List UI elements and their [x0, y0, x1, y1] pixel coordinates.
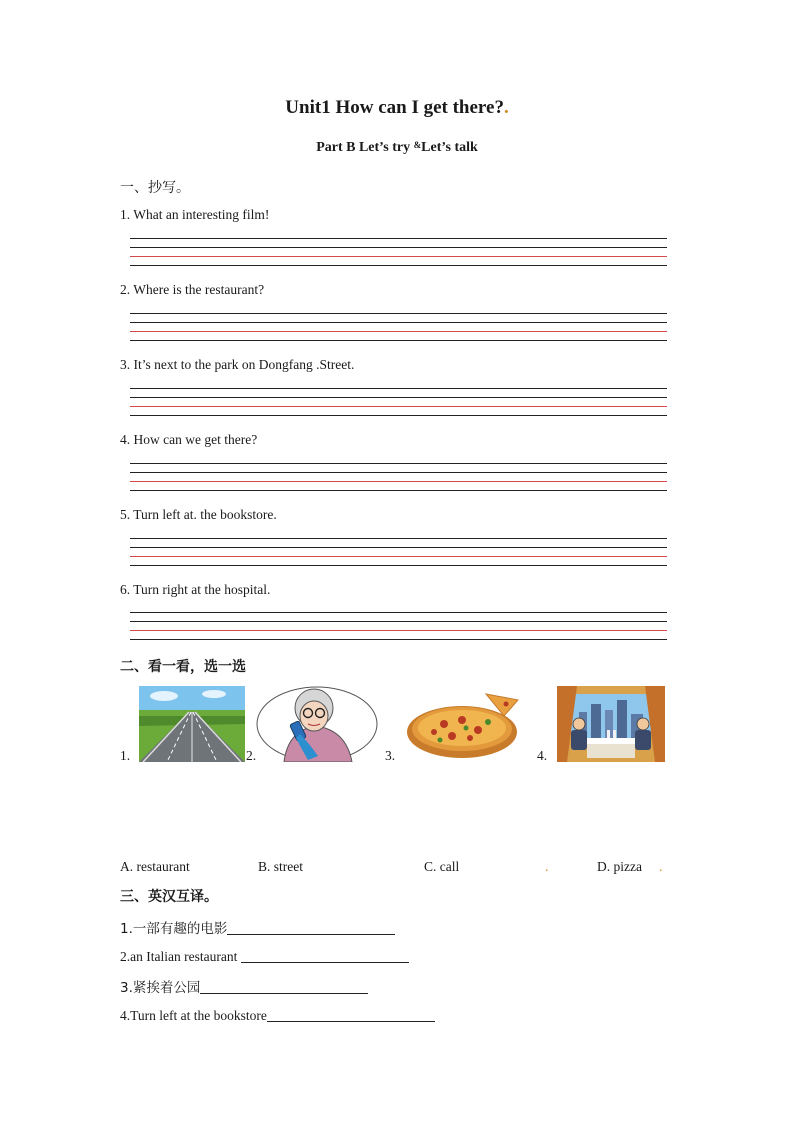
option-a: A. restaurant: [120, 859, 190, 874]
option-dot-2: .: [659, 859, 663, 874]
copy-sentence-1: 1. What an interesting film!: [120, 207, 270, 222]
highway-picture: [139, 686, 245, 762]
writing-lines-6[interactable]: [130, 612, 667, 642]
copy-sentence-6: 6. Turn right at the hospital.: [120, 582, 271, 597]
option-d: D. pizza: [597, 859, 642, 874]
title-dot: .: [503, 97, 509, 118]
worksheet-title: Unit1 How can I get there?.: [285, 97, 509, 118]
copy-sentence-4: 4. How can we get there?: [120, 432, 258, 447]
translate-item-2: 2.an Italian restaurant: [120, 948, 409, 965]
picture-number-1: 1.: [120, 748, 131, 763]
copy-sentence-2: 2. Where is the restaurant?: [120, 282, 265, 297]
writing-lines-4[interactable]: [130, 463, 667, 493]
pizza-picture: [404, 686, 522, 762]
option-dot-1: .: [545, 859, 549, 874]
picture-number-2: 2.: [246, 748, 257, 763]
section3-heading: 三、英汉互译。: [120, 889, 218, 905]
copy-sentence-3: 3. It’s next to the park on Dongfang .Street.: [120, 357, 355, 372]
writing-lines-3[interactable]: [130, 388, 667, 418]
translate-item-4: 4.Turn left at the bookstore: [120, 1007, 435, 1024]
section1-heading: 一、抄写。: [120, 180, 190, 196]
writing-lines-2[interactable]: [130, 313, 667, 343]
answer-blank-4[interactable]: [267, 1007, 435, 1022]
picture-number-4: 4.: [537, 748, 548, 763]
answer-blank-2[interactable]: [241, 948, 409, 963]
picture-number-3: 3.: [385, 748, 396, 763]
worksheet-subtitle: Part B Let’s try &Let’s talk: [316, 140, 478, 155]
answer-blank-1[interactable]: [227, 920, 395, 935]
translate-item-1: 1.一部有趣的电影: [120, 917, 395, 937]
answer-blank-3[interactable]: [200, 979, 368, 994]
translate-item-3: 3.紧挨着公园: [120, 976, 368, 996]
option-c: C. call: [424, 859, 460, 874]
option-b: B. street: [258, 859, 303, 874]
writing-lines-1[interactable]: [130, 238, 667, 268]
restaurant-picture: [557, 686, 665, 762]
section2-heading: 二、看一看，选一选: [120, 659, 246, 675]
writing-lines-5[interactable]: [130, 538, 667, 568]
copy-sentence-5: 5. Turn left at. the bookstore.: [120, 507, 277, 522]
grandma-on-phone-picture: [256, 686, 378, 762]
